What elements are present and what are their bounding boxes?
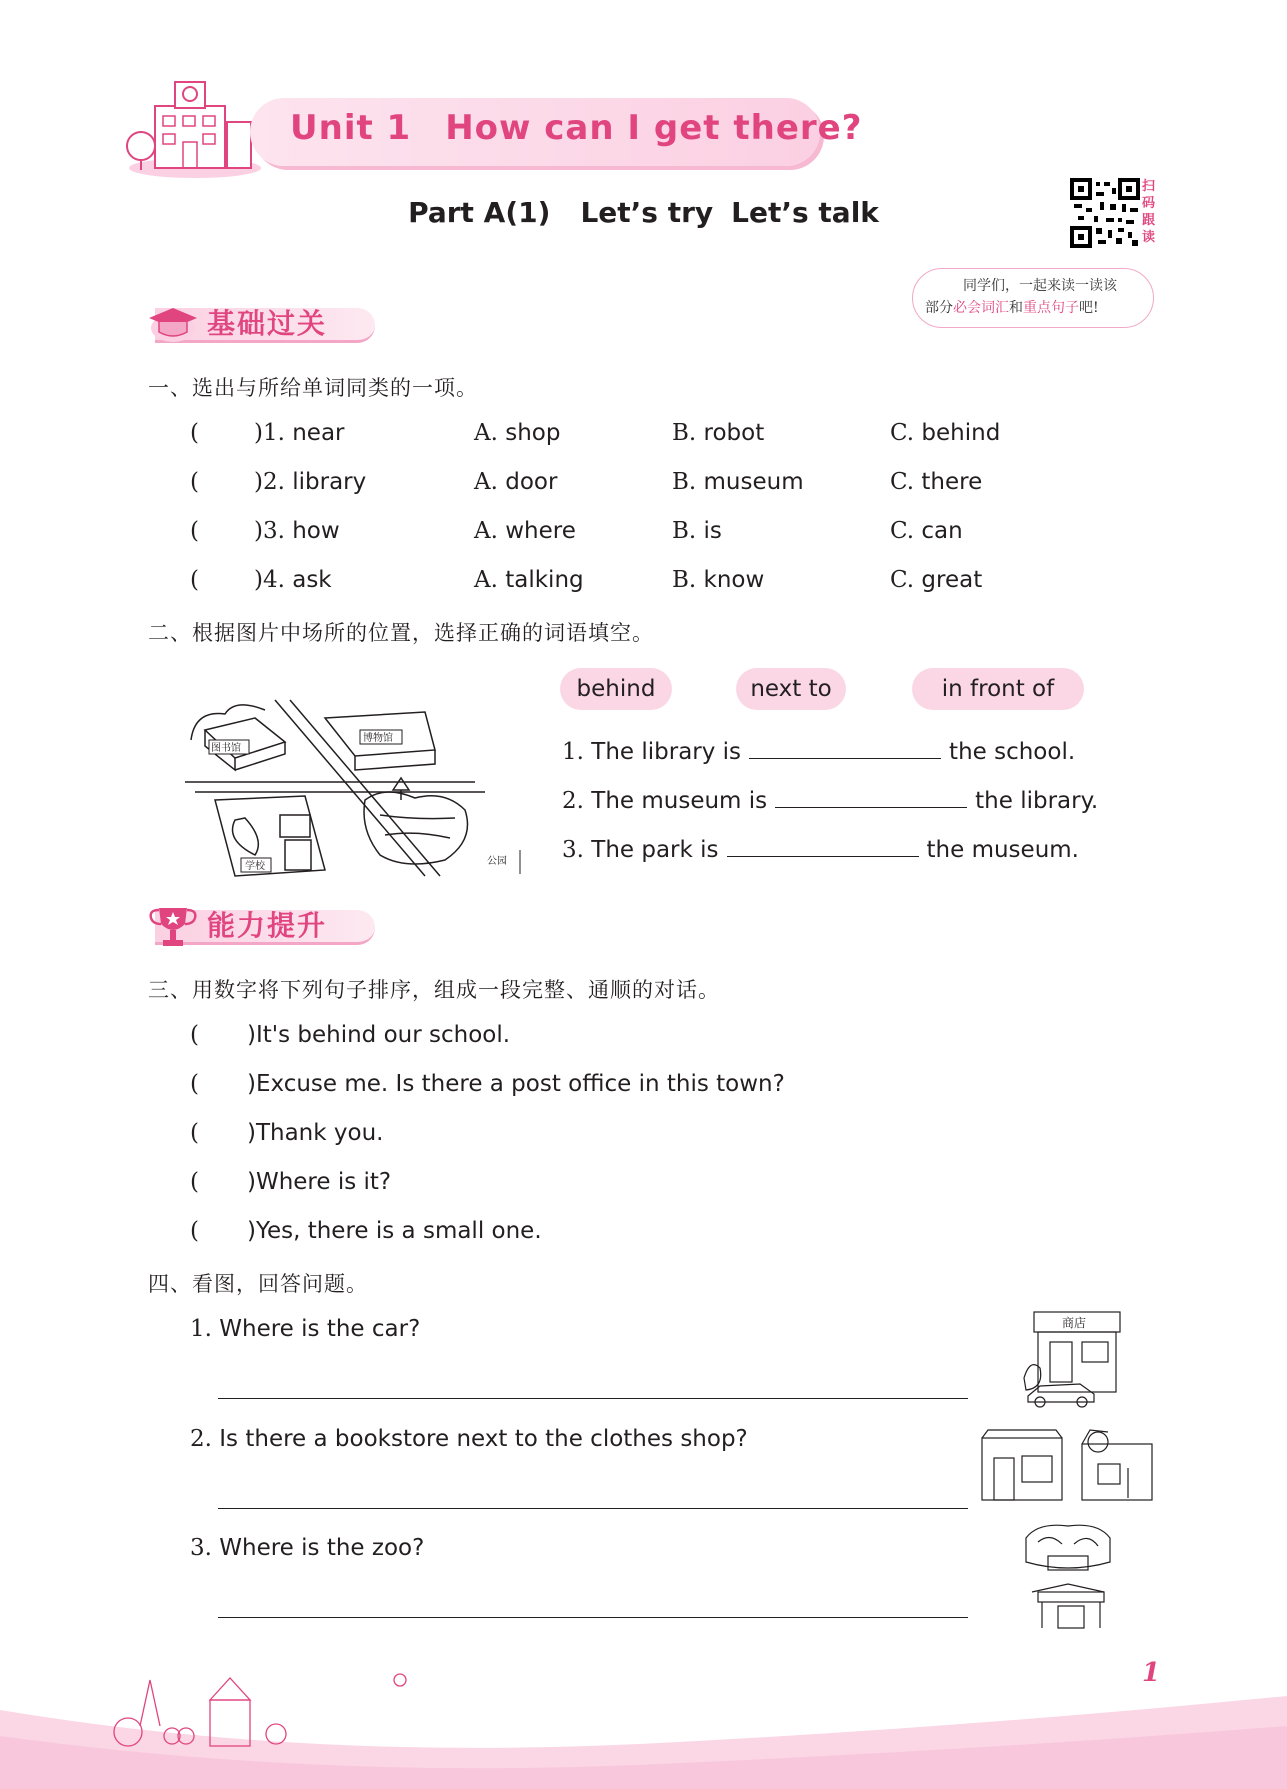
question-1-title: 一、选出与所给单词同类的一项。: [148, 376, 478, 400]
option-text: is: [703, 518, 722, 544]
unit-title: [290, 108, 862, 148]
fill-sentence: [562, 736, 1075, 765]
word-chip-next-to[interactable]: next to: [736, 668, 846, 710]
answer-line[interactable]: [218, 1398, 968, 1399]
option-text: great: [921, 567, 983, 593]
blank-input[interactable]: [775, 785, 967, 808]
option-letter: A.: [474, 420, 498, 446]
shop-sign: 商店: [1062, 1316, 1087, 1330]
item-word: how: [292, 518, 340, 544]
answer-bracket[interactable]: (: [190, 1022, 199, 1048]
item-number: )2.: [254, 469, 285, 495]
list-item: [190, 518, 963, 544]
tip-highlight: 重点句子: [1023, 300, 1079, 316]
answer-line[interactable]: [218, 1617, 968, 1618]
question-text: Where is the zoo?: [219, 1535, 425, 1561]
answer-bracket[interactable]: (: [190, 469, 199, 495]
list-item: [190, 1120, 383, 1146]
option-letter: C.: [890, 567, 915, 593]
answer-line[interactable]: [218, 1508, 968, 1509]
item-word: library: [292, 469, 367, 495]
qr-label-char: 跟: [1142, 213, 1156, 228]
qr-label-char: 扫: [1142, 179, 1156, 194]
sentence-before: The park is: [591, 837, 719, 863]
sentence-after: the library.: [975, 788, 1099, 814]
option-text: where: [505, 518, 576, 544]
sentence-after: the museum.: [926, 837, 1079, 863]
qr-label-char: 码: [1142, 196, 1156, 211]
list-item: [190, 1022, 510, 1048]
sentence-after: the school.: [949, 739, 1076, 765]
sentence-number: 3.: [562, 837, 584, 863]
item-number: )3.: [254, 518, 285, 544]
option-text: museum: [703, 469, 804, 495]
question-item: [190, 1316, 420, 1342]
sentence-before: The museum is: [591, 788, 768, 814]
word-chip-in-front-of[interactable]: in front of: [912, 668, 1084, 710]
graduation-cap-icon: [145, 300, 201, 346]
part-label: Part A(1): [408, 196, 551, 229]
tip-text: 吧!: [1079, 300, 1099, 316]
question-3-title: 三、用数字将下列句子排序，组成一段完整、通顺的对话。: [148, 978, 720, 1002]
section-header-advanced: [145, 902, 385, 948]
part-section-1: Let’s try: [580, 196, 714, 229]
option-letter: C.: [890, 469, 915, 495]
option-text: can: [921, 518, 963, 544]
question-text: Where is the car?: [219, 1316, 421, 1342]
tip-highlight: 必会词汇: [953, 300, 1009, 316]
answer-bracket[interactable]: (: [190, 1120, 199, 1146]
option-letter: A.: [474, 469, 498, 495]
section-label: 基础过关: [207, 307, 328, 340]
fill-sentence: [562, 834, 1079, 863]
option-letter: A.: [474, 518, 498, 544]
answer-bracket[interactable]: (: [190, 420, 199, 446]
map-label-school: 学校: [245, 861, 265, 872]
dialogue-line: )Thank you.: [246, 1120, 384, 1146]
qr-label-char: 读: [1142, 230, 1156, 245]
blank-input[interactable]: [749, 736, 941, 759]
option-text: robot: [703, 420, 765, 446]
list-item: [190, 1169, 391, 1195]
option-letter: B.: [672, 420, 697, 446]
section-label: 能力提升: [207, 909, 328, 942]
school-building-illustration: [125, 72, 265, 182]
question-number: 1.: [190, 1316, 212, 1342]
map-label-museum: 博物馆: [363, 733, 393, 744]
blank-input[interactable]: [727, 834, 919, 857]
option-letter: B.: [672, 567, 697, 593]
bottom-wave-decoration: [0, 1640, 1287, 1789]
question-text: Is there a bookstore next to the clothes shop?: [219, 1426, 748, 1452]
fill-sentence: [562, 785, 1098, 814]
shop-and-car-illustration: [1010, 1308, 1125, 1408]
answer-bracket[interactable]: (: [190, 518, 199, 544]
dialogue-line: )It's behind our school.: [246, 1022, 511, 1048]
map-label-library: 图书馆: [211, 743, 241, 754]
tip-line-1: 同学们，一起来读一读该: [963, 278, 1117, 294]
qr-label: [1142, 178, 1160, 246]
question-number: 3.: [190, 1535, 212, 1561]
word-chip-behind[interactable]: behind: [560, 668, 672, 710]
town-map-illustration: [175, 690, 535, 880]
list-item: [190, 1218, 542, 1244]
answer-bracket[interactable]: (: [190, 567, 199, 593]
option-letter: C.: [890, 420, 915, 446]
answer-bracket[interactable]: (: [190, 1218, 199, 1244]
zoo-and-park-illustration: [1018, 1518, 1118, 1634]
tip-text: 和: [1009, 300, 1023, 316]
item-word: ask: [292, 567, 332, 593]
question-item: [190, 1426, 748, 1452]
map-label-park: 公园: [487, 856, 507, 867]
option-text: shop: [505, 420, 561, 446]
page-number: 1: [1142, 1658, 1161, 1688]
option-text: behind: [921, 420, 1001, 446]
reading-tip-bubble: [912, 268, 1154, 328]
item-number: )1.: [254, 420, 285, 446]
option-letter: C.: [890, 518, 915, 544]
tip-line-2: [925, 297, 1099, 319]
answer-bracket[interactable]: (: [190, 1071, 199, 1097]
dialogue-line: )Where is it?: [246, 1169, 392, 1195]
qr-code-icon[interactable]: [1070, 178, 1140, 248]
list-item: [190, 567, 983, 593]
option-text: talking: [505, 567, 584, 593]
option-letter: A.: [474, 567, 498, 593]
part-section-2: Let’s talk: [731, 196, 879, 229]
option-text: there: [921, 469, 983, 495]
section-header-basic: [145, 300, 385, 346]
question-4-title: 四、看图，回答问题。: [148, 1272, 368, 1296]
sentence-number: 2.: [562, 788, 584, 814]
option-letter: B.: [672, 518, 697, 544]
list-item: [190, 1071, 785, 1097]
item-word: near: [292, 420, 345, 446]
option-letter: B.: [672, 469, 697, 495]
list-item: [190, 469, 983, 495]
question-2-title: 二、根据图片中场所的位置，选择正确的词语填空。: [148, 621, 654, 645]
sentence-number: 1.: [562, 739, 584, 765]
option-text: know: [703, 567, 765, 593]
dialogue-line: )Yes, there is a small one.: [246, 1218, 542, 1244]
list-item: [190, 420, 1001, 446]
question-number: 2.: [190, 1426, 212, 1452]
answer-bracket[interactable]: (: [190, 1169, 199, 1195]
question-item: [190, 1535, 424, 1561]
dialogue-line: )Excuse me. Is there a post office in this town?: [246, 1071, 785, 1097]
trophy-icon: [145, 902, 201, 952]
unit-number: Unit 1: [290, 108, 412, 148]
item-number: )4.: [254, 567, 285, 593]
sentence-before: The library is: [591, 739, 742, 765]
clothes-shop-and-bookstore-illustration: [978, 1428, 1158, 1504]
option-text: door: [505, 469, 558, 495]
tip-text: 部分: [925, 300, 953, 316]
unit-name: How can I get there?: [445, 108, 863, 148]
